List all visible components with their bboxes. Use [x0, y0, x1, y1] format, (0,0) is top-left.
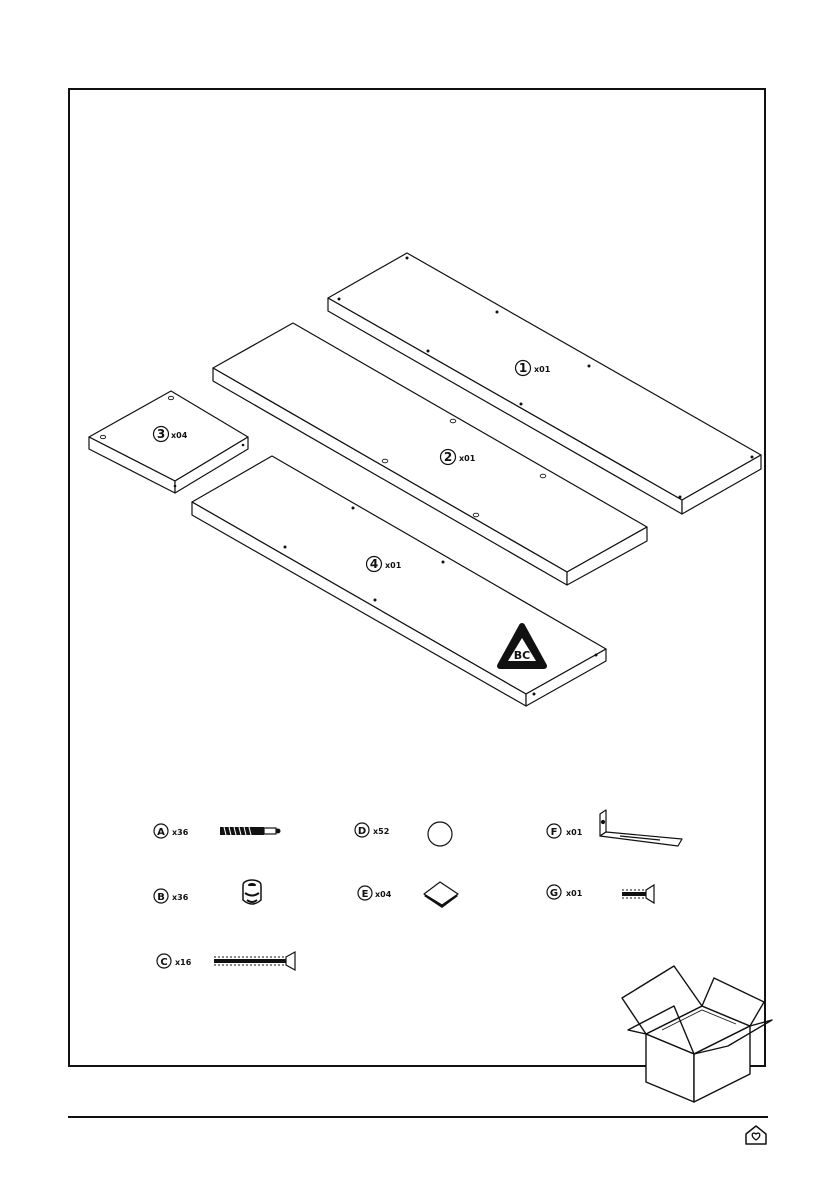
hardware-item-c	[157, 952, 295, 970]
svg-text:F: F	[550, 827, 558, 838]
svg-text:x36: x36	[172, 828, 189, 837]
svg-text:C: C	[160, 957, 168, 968]
open-box-icon	[612, 958, 774, 1108]
svg-text:3: 3	[156, 427, 166, 441]
hardware-item-b	[154, 880, 261, 904]
svg-text:E: E	[361, 889, 369, 900]
svg-text:G: G	[549, 888, 559, 899]
hardware-item-d	[355, 822, 452, 846]
wall-bracket-icon	[600, 810, 682, 846]
hardware-item-e	[358, 882, 458, 908]
svg-text:B: B	[157, 892, 165, 903]
svg-text:4: 4	[369, 557, 379, 571]
cam-lock-icon	[243, 880, 261, 904]
brand-logo-icon	[744, 1124, 768, 1146]
svg-text:A: A	[157, 827, 165, 838]
svg-text:x52: x52	[373, 827, 390, 836]
svg-text:x01: x01	[534, 365, 551, 374]
svg-text:x36: x36	[172, 893, 189, 902]
svg-text:x01: x01	[566, 828, 583, 837]
svg-text:x16: x16	[175, 958, 192, 967]
material-mark: BC	[513, 649, 531, 662]
svg-text:x01: x01	[459, 454, 476, 463]
short-screw-icon	[622, 885, 654, 903]
cover-cap-icon	[428, 822, 452, 846]
long-screw-icon	[214, 952, 295, 970]
hardware-item-g	[547, 885, 654, 903]
svg-text:x04: x04	[375, 890, 392, 899]
svg-text:x01: x01	[566, 889, 583, 898]
svg-text:1: 1	[518, 361, 528, 375]
cam-bolt-icon	[220, 827, 281, 835]
svg-text:x01: x01	[385, 561, 402, 570]
svg-text:2: 2	[443, 450, 453, 464]
hardware-item-f	[547, 810, 682, 846]
svg-text:x04: x04	[171, 431, 188, 440]
felt-pad-icon	[424, 882, 458, 908]
svg-text:D: D	[357, 826, 367, 837]
hardware-item-a	[154, 824, 281, 838]
footer-divider	[68, 1116, 768, 1118]
